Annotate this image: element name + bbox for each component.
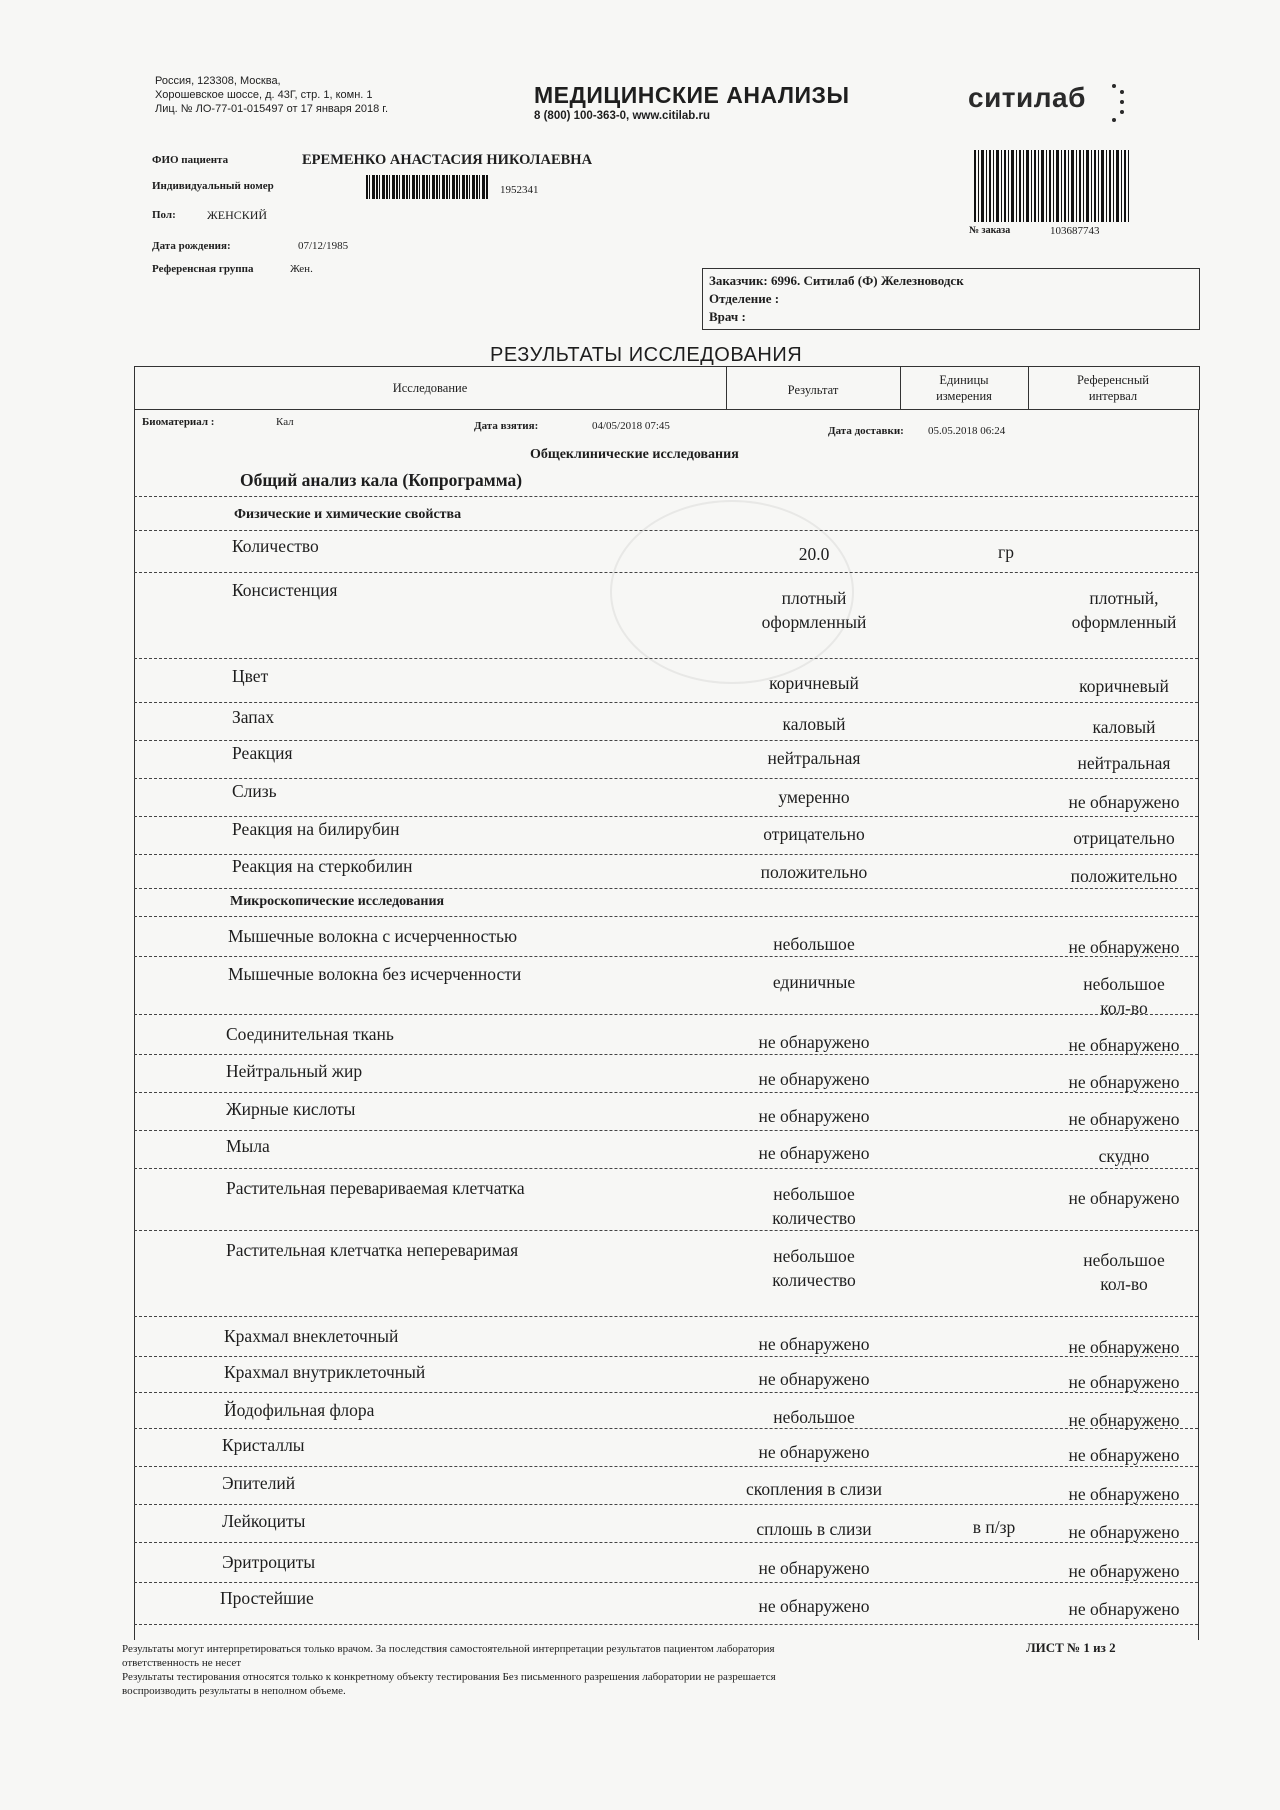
test-name: Крахмал внутриклеточный xyxy=(224,1362,426,1382)
category-title: Общеклинические исследования xyxy=(530,447,739,462)
result-row xyxy=(134,1360,1198,1396)
test-result: не обнаружено xyxy=(758,1143,870,1163)
test-reference: не обнаружено xyxy=(1068,1188,1180,1208)
test-name: Крахмал внеклеточный xyxy=(224,1326,399,1346)
row-divider xyxy=(134,778,1198,779)
result-row xyxy=(134,1022,1198,1058)
test-name: Растительная клетчатка непереваримая xyxy=(226,1240,519,1260)
test-name: Запах xyxy=(232,707,275,727)
row-divider xyxy=(134,1168,1198,1169)
result-row xyxy=(134,962,1198,1018)
logo-dots-icon xyxy=(1110,80,1128,124)
test-reference: отрицательно xyxy=(1073,828,1175,848)
row-divider xyxy=(134,888,1198,889)
result-row xyxy=(134,1510,1198,1546)
test-reference: не обнаружено xyxy=(1068,1035,1180,1055)
dob-label: Дата рождения: xyxy=(152,240,231,252)
result-row xyxy=(134,1238,1198,1314)
result-row xyxy=(134,664,1198,702)
test-reference: не обнаружено xyxy=(1068,1109,1180,1129)
row-divider xyxy=(134,956,1198,957)
test-name: Йодофильная флора xyxy=(224,1400,375,1420)
test-reference: не обнаружено xyxy=(1068,792,1180,812)
test-result: не обнаружено xyxy=(758,1596,870,1616)
row-divider xyxy=(134,1504,1198,1505)
test-name: Простейшие xyxy=(220,1588,314,1608)
test-result: не обнаружено xyxy=(758,1558,870,1578)
disclaimer-line-2: ответственность не несет xyxy=(122,1657,242,1669)
row-divider xyxy=(134,1316,1198,1317)
disclaimer-line-1: Результаты могут интерпретироваться только врачом. За последствия самостоятельной интерпретации результатов пациентом лаборатория xyxy=(122,1643,775,1655)
order-number: 103687743 xyxy=(1050,225,1100,237)
row-divider xyxy=(134,1466,1198,1467)
section-physical: Физические и химические свойства xyxy=(234,507,462,522)
test-name: Кристаллы xyxy=(222,1435,305,1455)
customer-client: Заказчик: 6996. Ситилаб (Ф) Железноводск xyxy=(709,273,964,288)
result-row xyxy=(134,1060,1198,1096)
result-row xyxy=(134,1324,1198,1360)
test-result: сплошь в слизи xyxy=(756,1519,872,1539)
row-divider xyxy=(134,572,1198,573)
result-row xyxy=(134,706,1198,742)
row-divider xyxy=(134,740,1198,741)
test-reference: не обнаружено xyxy=(1068,1522,1180,1542)
patient-name: ЕРЕМЕНКО АНАСТАСИЯ НИКОЛАЕВНА xyxy=(302,152,593,168)
row-divider xyxy=(134,1092,1198,1093)
test-result: не обнаружено xyxy=(758,1069,870,1089)
patient-id-label: Индивидуальный номер xyxy=(152,180,274,192)
test-name: Растительная перевариваемая клетчатка xyxy=(226,1178,525,1198)
ref-group-label: Референсная группа xyxy=(152,263,254,275)
row-divider xyxy=(134,854,1198,855)
test-result: 20.0 xyxy=(798,544,830,564)
lab-contacts: 8 (800) 100-363-0, www.citilab.ru xyxy=(534,110,710,122)
test-result: единичные xyxy=(772,972,856,992)
result-row xyxy=(134,1472,1198,1508)
test-result: скопления в слизи xyxy=(746,1479,882,1499)
result-row xyxy=(134,1550,1198,1586)
result-row xyxy=(134,1098,1198,1134)
row-divider xyxy=(134,1054,1198,1055)
test-reference: положительно xyxy=(1070,866,1178,886)
test-reference: не обнаружено xyxy=(1068,1337,1180,1357)
test-reference: не обнаружено xyxy=(1068,1599,1180,1619)
page-number: ЛИСТ № 1 из 2 xyxy=(1026,1640,1116,1655)
test-result: отрицательно xyxy=(763,824,865,844)
test-name: Реакция xyxy=(232,743,293,763)
row-divider xyxy=(134,1230,1198,1231)
biomaterial-label: Биоматериал : xyxy=(142,416,215,428)
test-name: Консистенция xyxy=(232,580,338,600)
test-name: Мыла xyxy=(226,1136,270,1156)
test-name: Цвет xyxy=(232,666,269,686)
test-reference: небольшое кол-во xyxy=(1083,974,1165,1018)
citilab-logo: ситилаб xyxy=(968,82,1086,113)
result-row xyxy=(134,536,1198,572)
test-name: Слизь xyxy=(232,781,277,801)
order-barcode xyxy=(974,150,1130,222)
header-reference: Референсный интервал xyxy=(1077,373,1149,403)
test-result: небольшое xyxy=(773,1407,855,1427)
test-name: Количество xyxy=(232,536,319,556)
patient-id-barcode xyxy=(366,175,488,199)
header-units: Единицы измерения xyxy=(936,373,992,403)
disclaimer xyxy=(122,1642,1002,1698)
row-divider xyxy=(134,816,1198,817)
row-divider xyxy=(134,496,1198,497)
row-divider xyxy=(134,916,1198,917)
test-reference: не обнаружено xyxy=(1068,1561,1180,1581)
test-name: Реакция на билирубин xyxy=(232,819,400,839)
test-unit: в п/зр xyxy=(972,1517,1016,1537)
test-reference: не обнаружено xyxy=(1068,1410,1180,1430)
test-result: не обнаружено xyxy=(758,1442,870,1462)
test-name: Эпителий xyxy=(222,1473,296,1493)
row-divider xyxy=(134,658,1198,659)
row-divider xyxy=(134,1014,1198,1015)
results-title: РЕЗУЛЬТАТЫ ИССЛЕДОВАНИЯ xyxy=(490,344,803,366)
row-divider xyxy=(134,530,1198,531)
header-test: Исследование xyxy=(392,381,468,395)
result-row xyxy=(134,1434,1198,1470)
result-row xyxy=(134,780,1198,816)
test-reference: скудно xyxy=(1098,1146,1150,1166)
test-name: Жирные кислоты xyxy=(226,1099,356,1119)
row-divider xyxy=(134,1582,1198,1583)
test-reference: не обнаружено xyxy=(1068,1484,1180,1504)
test-name: Мышечные волокна с исчерченностью xyxy=(228,926,518,946)
test-name: Соединительная ткань xyxy=(226,1024,394,1044)
sex-label: Пол: xyxy=(152,209,176,221)
test-result: коричневый xyxy=(769,673,859,693)
result-row xyxy=(134,1134,1198,1170)
test-reference: не обнаружено xyxy=(1068,1072,1180,1092)
row-divider xyxy=(134,1542,1198,1543)
test-unit: гр xyxy=(998,542,1014,562)
license-line: Лиц. № ЛО-77-01-015497 от 17 января 2018 г. xyxy=(155,103,389,115)
test-result: каловый xyxy=(782,714,846,734)
row-divider xyxy=(134,1392,1198,1393)
test-result: умеренно xyxy=(778,787,850,807)
biomaterial-value: Кал xyxy=(276,416,294,428)
taken-value: 04/05/2018 07:45 xyxy=(592,420,670,432)
result-row xyxy=(134,924,1198,960)
test-name: Реакция на стеркобилин xyxy=(232,856,413,876)
test-result: не обнаружено xyxy=(758,1106,870,1126)
row-divider xyxy=(134,1130,1198,1131)
lab-address xyxy=(155,74,388,116)
test-name: Эритроциты xyxy=(222,1552,316,1572)
result-row xyxy=(134,1586,1198,1622)
test-reference: нейтральная xyxy=(1077,753,1171,773)
test-result: не обнаружено xyxy=(758,1032,870,1052)
row-divider xyxy=(134,1428,1198,1429)
document-title: МЕДИЦИНСКИЕ АНАЛИЗЫ xyxy=(534,82,850,108)
row-divider xyxy=(134,1356,1198,1357)
test-result: нейтральная xyxy=(767,748,861,768)
ref-group-value: Жен. xyxy=(290,263,313,275)
test-result: небольшое количество xyxy=(772,1184,856,1228)
address-line-2: Хорошевское шоссе, д. 43Г, стр. 1, комн. 1 xyxy=(155,89,373,101)
test-reference: не обнаружено xyxy=(1068,937,1180,957)
test-name: Лейкоциты xyxy=(222,1511,306,1531)
test-reference: не обнаружено xyxy=(1068,1445,1180,1465)
order-label: № заказа xyxy=(969,225,1011,236)
test-result: плотный оформленный xyxy=(761,588,867,632)
panel-title: Общий анализ кала (Копрограмма) xyxy=(240,470,523,490)
patient-name-label: ФИО пациента xyxy=(152,154,229,166)
result-row xyxy=(134,856,1198,892)
sex-value: ЖЕНСКИЙ xyxy=(207,208,268,222)
row-divider xyxy=(134,1624,1198,1625)
dob-value: 07/12/1985 xyxy=(298,240,349,252)
test-result: небольшое количество xyxy=(772,1246,856,1290)
test-result: не обнаружено xyxy=(758,1369,870,1389)
result-row xyxy=(134,818,1198,854)
test-reference: плотный, оформленный xyxy=(1071,588,1177,632)
test-reference: каловый xyxy=(1092,717,1156,737)
address-line-1: Россия, 123308, Москва, xyxy=(155,75,281,87)
header-result: Результат xyxy=(787,383,839,397)
test-name: Нейтральный жир xyxy=(226,1061,363,1081)
patient-id-value: 1952341 xyxy=(500,184,539,196)
result-row xyxy=(134,578,1198,658)
result-row xyxy=(134,742,1198,778)
test-result: не обнаружено xyxy=(758,1334,870,1354)
test-name: Мышечные волокна без исчерченности xyxy=(228,964,522,984)
result-row xyxy=(134,1176,1198,1232)
row-divider xyxy=(134,702,1198,703)
test-reference: коричневый xyxy=(1079,676,1169,696)
test-result: положительно xyxy=(760,862,868,882)
disclaimer-line-3: Результаты тестирования относятся только к конкретному объекту тестирования Без письменного разрешения лаборатории не разрешается xyxy=(122,1671,776,1683)
test-reference: небольшое кол-во xyxy=(1083,1250,1165,1294)
disclaimer-line-4: воспроизводить результаты в неполном объеме. xyxy=(122,1685,346,1697)
customer-department: Отделение : xyxy=(709,291,780,306)
section-micro: Микроскопические исследования xyxy=(230,894,445,909)
test-result: небольшое xyxy=(773,934,855,954)
delivered-label: Дата доставки: xyxy=(828,425,904,437)
test-reference: не обнаружено xyxy=(1068,1372,1180,1392)
customer-box xyxy=(702,268,1200,330)
delivered-value: 05.05.2018 06:24 xyxy=(928,425,1006,437)
taken-label: Дата взятия: xyxy=(474,420,539,432)
customer-doctor: Врач : xyxy=(709,309,746,324)
